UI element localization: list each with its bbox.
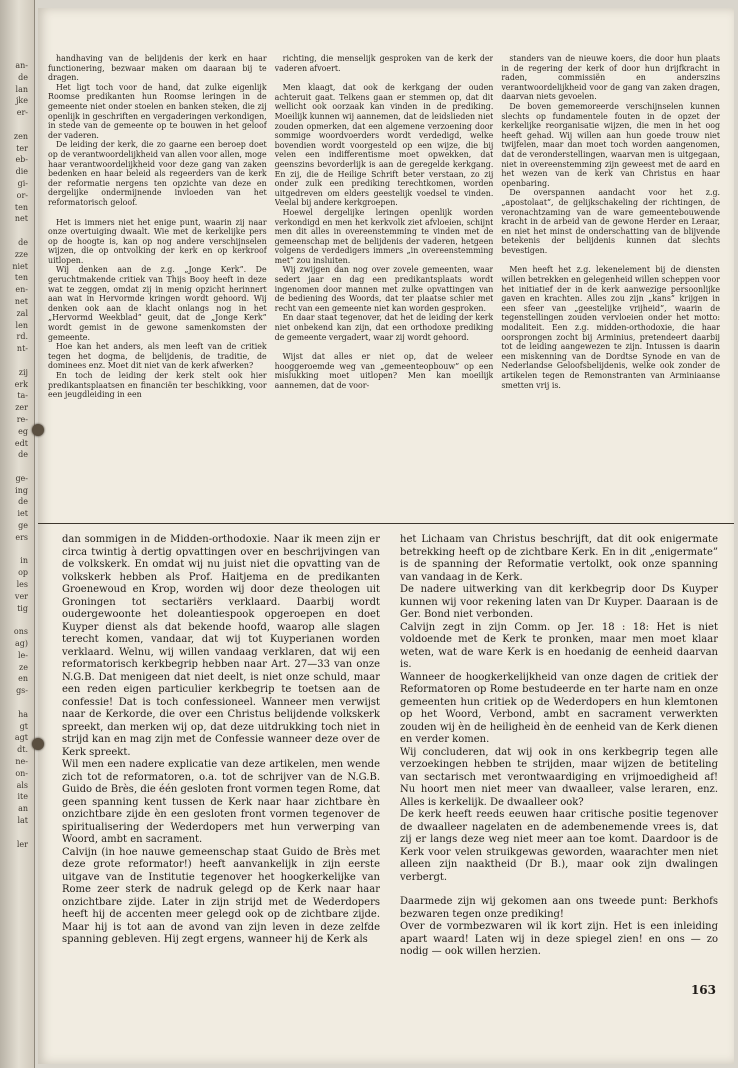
paragraph: Hoe kan het anders, als men leeft van de critiek tegen het dogma, de belijdenis, de traditie, de dominees enz. Moet dit niet van de kerk afwerken? <box>48 342 267 371</box>
margin-fragment: lan <box>15 84 28 94</box>
margin-fragment: op <box>18 568 28 578</box>
paragraph: Calvijn (in hoe nauwe gemeenschap staat Guido de Brès met deze grote reformator!) heeft aanvankelijk in zijn eerste uitgave van de Institutie tegenover het hoogkerkelijke van Rome zeer sterk de nadruk gelegd op de Kerk naar haar onzichtbare zijde. Later in zijn strijd met de Wederdopers heeft hij de accenten meer gelegd ook op de zichtbare zijde. Maar hij is tot aan de avond van zijn leven in deze zelfde spanning gebleven. Hij zegt ergens, wanneer hij de Kerk als <box>62 846 380 945</box>
margin-fragment: an- <box>15 61 28 70</box>
margin-fragment: jke <box>15 96 28 106</box>
paragraph: Calvijn zegt in zijn Comm. op Jer. 18 : 18: Het is niet voldoende met de Kerk te pronken, maar men moet klaar weten, wat de ware Kerk is en hoedanig de eenheid daarvan is. <box>400 621 718 670</box>
margin-fragment <box>0 355 30 367</box>
margin-fragment: ag) <box>14 639 28 649</box>
page-number: 163 <box>690 983 716 997</box>
margin-fragment: de <box>18 72 28 82</box>
previous-page-margin-text <box>0 60 30 970</box>
margin-fragment: net <box>14 296 28 306</box>
binder-hole-top <box>32 424 44 436</box>
margin-fragment: re- <box>16 414 28 424</box>
margin-fragment: gt <box>19 721 28 731</box>
margin-fragment: ers <box>15 532 28 542</box>
margin-fragment: agt <box>14 733 28 743</box>
paragraph: Men klaagt, dat ook de kerkgang der ouden achteruit gaat. Telkens gaan er stemmen op, dat dit wellicht ook oorzaak kan vinden in de prediking. Moeilijk kunnen wij aannemen, dat de leidslieden niet zouden opmerken, dat een algemene verzoening door sommige woordvoerders wordt verdedigd, welke bovendien wordt voorgesteld op een wijze, die bij velen een indifferentisme moet opwekken, dat geenszins bevorderlijk is aan de geregelde kerkgang. En zij, die de Heilige Schrift beter verstaan, zo zij onder zulk een prediking terechtkomen, worden uitgedreven om elders geestelijk voedsel te vinden. Veelal bij andere kerkgroepen. <box>274 83 494 208</box>
paragraph: De overspannen aandacht voor het z.g. „apostolaat”, de gelijkschakeling der richtingen, de veronachtzaming van de ware gemeentebouwende kracht in de arbeid van de gewone Herder en Leraar, en niet het minst de onderschatting van de blijvende betekenis der belijdenis kunnen dat slechts bevestigen. <box>501 188 721 255</box>
margin-fragment: zen <box>13 131 28 141</box>
top-column-1 <box>48 54 267 516</box>
paragraph: Wij zwijgen dan nog over zovele gemeenten, waar sedert jaar en dag een predikantsplaats wordt ingenomen door mannen met zulke opvattingen van de bediening des Woords, dat ter plaatse schier met recht van een gemeente niet kan worden gesproken. <box>274 265 494 313</box>
paragraph: Men heeft het z.g. lekenelement bij de diensten willen betrekken en gelegenheid willen scheppen voor het initiatief der in de kerk aanwezige persoonlijke gaven en krachten. Alles zou zijn „kans” krijgen in een sfeer van „geestelijke vrijheid”, waarin de tegenstellingen zouden vervloeien onder het motto: modaliteit. Een z.g. midden-orthodoxie, die haar oorsprongen zocht bij Arminius, pretendeert daarbij tot de leiding aangewezen te zijn. Intussen is daarin een miskenning van de Dordtse Synode en van de Nederlandse Geloofsbelijdenis, welke ook zonder de artikelen tegen de Remonstranten van Arminiaanse smetten vrij is. <box>501 265 721 390</box>
margin-fragment: iet <box>17 509 28 519</box>
magazine-page <box>38 8 734 1064</box>
paragraph: standers van de nieuwe koers, die door hun plaats in de regering der kerk of door hun drijfkracht in raden, commissiën en anderszins verantwoordelijkheid voor de gang van zaken dragen, daarvan niets gevoelen. <box>501 54 721 102</box>
margin-fragment: zer <box>15 403 28 413</box>
margin-fragment: net <box>14 214 28 224</box>
top-column-2 <box>275 54 494 516</box>
paragraph: De kerk heeft reeds eeuwen haar critische positie tegenover de dwaalleer nagelaten en de adembenemende vrees is, dat zij er langs deze weg niet meer aan toe komt. Daardoor is de Kerk voor velen struikgewas geworden, waarachter men niet alleen zijn naaktheid (Dr B.), maar ook zijn dwalingen verbergt. <box>400 809 718 883</box>
margin-fragment: in <box>20 556 28 566</box>
margin-fragment: als <box>16 780 28 790</box>
paragraph: Daarmede zijn wij gekomen aan ons tweede punt: Berkhofs bezwaren tegen onze prediking! <box>400 896 718 920</box>
margin-fragment: ter <box>16 143 28 153</box>
margin-fragment: les <box>16 580 28 590</box>
top-column-3 <box>501 54 720 516</box>
margin-fragment: ge- <box>15 473 28 483</box>
margin-fragment: zal <box>16 308 28 318</box>
paragraph: Over de vormbezwaren wil ik kort zijn. Het is een inleiding apart waard! Laten wij in deze spiegel zien! en ons — zo nodig — ook willen herzien. <box>400 921 718 957</box>
paragraph: De boven gememoreerde verschijnselen kunnen slechts op fundamentele fouten in de opzet der kerkelijke reorganisatie wijzen, die men in het oog heeft gehad. Wij willen aan hun goede trouw niet twijfelen, maar dan moet toch worden aangenomen, dat de veronderstellingen, waarvan men is uitgegaan, niet in overeenstemming zijn geweest met de aard en het wezen van de kerk van Christus en haar openbaring. <box>501 101 721 188</box>
paragraph: dan sommigen in de Midden-orthodoxie. Naar ik meen zijn er circa twintig à dertig opvattingen over en beschrijvingen van de volkskerk. En omdat wij nu juist niet die opvatting van de volkskerk hebben als Prof. Haitjema en de predikanten Groenewoud en Krop, worden wij door deze theologen uit Groningen tot sectariërs verklaard. Daarbij wordt oudergewoonte het doleantiespook opgeroepen en doet Kuyper dienst als dat bekende hoofd, waarop alle slagen terecht komen, vandaar, dat wij tot Kuyperianen worden verklaard. Welnu, wij willen vandaag verklaren, dat wij een reformatorisch kerkbegrip hebben naar Art. 27—33 van onze N.G.B. Dat menigeen dat niet deelt, is niet onze schuld, maar een reden eigen particulier kerkbegrip te toetsen aan de confessie! Dat is toch confessioneel. Wanneer men verwijst naar de Kerkorde, die over een Christus belijdende volkskerk spreekt, dan merken wij op, dat deze uitdrukking toch niet in strijd kan en mag zijn met de Confessie wanneer deze over de Kerk spreekt. <box>62 534 380 758</box>
margin-fragment: or- <box>16 190 28 200</box>
paragraph: Wij denken aan de z.g. „Jonge Kerk”. De geruchtmakende critiek van Thijs Booy heeft in deze wat te zeggen, omdat zij in menig opzicht herinnert aan wat in Hervormde kringen wordt gehoord. Wij denken ook aan de klacht onlangs nog in het „Hervormd Weekblad” geuit, dat de „Jonge Kerk” wordt gemist in de gewone samenkomsten der gemeente. <box>48 265 267 342</box>
margin-fragment: ne- <box>15 757 28 767</box>
margin-fragment: zze <box>14 249 28 259</box>
margin-fragment: on- <box>15 768 28 778</box>
paragraph: het Lichaam van Christus beschrijft, dat dit ook enigermate betrekking heeft op de zichtbare Kerk. En in dit „enigermate” is de spanning der Reformatie vertolkt, ook onze spanning van vandaag in de Kerk. <box>400 534 718 583</box>
margin-fragment: an <box>18 804 28 814</box>
margin-fragment: le- <box>18 650 28 660</box>
paragraph: De nadere uitwerking van dit kerkbegrip door Ds Kuyper kunnen wij voor rekening laten van Dr Kuyper. Daaraan is de Ger. Bond niet verbonden. <box>400 584 718 620</box>
margin-fragment: er- <box>16 108 28 118</box>
paragraph: Het ligt toch voor de hand, dat zulke eigenlijk Roomse predikanten hun Roomse leringen in de gemeente niet onder stoelen en banken steken, die zij openlijk in geschriften en vergaderingen verkondigen, in stede van de gemeente op te bouwen in het geloof der vaderen. <box>48 82 267 140</box>
bottom-column-2 <box>400 534 718 1004</box>
margin-fragment <box>0 119 30 131</box>
paragraph: Hoewel dergelijke leringen openlijk worden verkondigd en men het kerkvolk ziet afvloeien, schijnt men dit alles in overeenstemming te vinden met de gemeenschap met de belijdenis der vaderen, hetgeen volgens de verdedigers immers „in overeenstemming met” zou insluiten. <box>274 207 494 265</box>
margin-fragment <box>0 614 30 626</box>
margin-fragment: ons <box>13 627 28 637</box>
margin-fragment: tig <box>17 603 28 613</box>
bottom-column-1 <box>62 534 380 1004</box>
margin-fragment: rd. <box>16 332 28 342</box>
margin-fragment <box>0 827 30 839</box>
margin-fragment: de <box>18 497 28 507</box>
margin-fragment: ing <box>15 485 28 495</box>
paragraph: En toch de leiding der kerk stelt ook hier predikantsplaatsen en financiën ter beschikking, voor een jeugdleiding in een <box>48 371 267 400</box>
margin-fragment: de <box>18 237 28 247</box>
margin-fragment: gs- <box>16 686 28 696</box>
paragraph: Wij concluderen, dat wij ook in ons kerkbegrip tegen alle verzoekingen hebben te strijden, maar wijzen de betiteling van sectarisch met verontwaardiging en vrijmoedigheid af! Nu hoort men niet meer van dwaalleer, valse leraren, enz. Alles is kerkelijk. De dwaalleer ook? <box>400 746 718 808</box>
paragraph: Wanneer de hoogkerkelijkheid van onze dagen de critiek der Reformatoren op Rome bestudeerde en ter harte nam en onze gemeenten hun critiek op de Wederdopers en hun klemtonen op het Woord, Verbond, ambt en sacrament verwerkten zouden wij èn de heiligheid èn de eenheid van de Kerk dienen en verder komen. <box>400 671 718 745</box>
margin-fragment: en- <box>15 285 28 295</box>
bottom-article-columns <box>62 534 718 1004</box>
margin-fragment: ta- <box>17 391 28 401</box>
paragraph: handhaving van de belijdenis der kerk en haar functionering, bezwaar maken om daaraan bij te dragen. <box>48 54 267 83</box>
margin-fragment: ha <box>18 709 28 719</box>
paragraph: En daar staat tegenover, dat het de leiding der kerk niet onbekend kan zijn, dat een orthodoxe prediking de gemeente vergadert, waar zij wordt gehoord. <box>274 313 494 342</box>
margin-fragment: ge <box>18 521 28 531</box>
margin-fragment: de <box>18 450 28 460</box>
margin-fragment: zij <box>18 367 28 377</box>
section-divider <box>38 523 734 524</box>
margin-fragment: niet <box>12 261 28 271</box>
margin-fragment <box>0 697 30 709</box>
margin-fragment: ler <box>16 839 28 849</box>
margin-fragment: dt. <box>17 745 28 755</box>
paragraph: Wijst dat alles er niet op, dat de weleer hooggeroemde weg van „gemeenteopbouw” op een mislukking moet uitlopen? Men kan moeilijk aannemen, dat de voor- <box>274 352 494 390</box>
margin-fragment <box>0 225 30 237</box>
paragraph: Het is immers niet het enige punt, waarin zij naar onze overtuiging dwaalt. Wie met de kerkelijke pers op de hoogte is, kan op nog andere verschijnselen wijzen, die op ontvolking der kerk en op kerkroof uitlopen. <box>48 217 267 265</box>
binder-hole-bottom <box>32 738 44 750</box>
margin-fragment: en <box>18 674 28 684</box>
margin-fragment: ze <box>19 662 28 672</box>
margin-fragment: eb- <box>15 155 28 165</box>
margin-fragment <box>0 461 30 473</box>
margin-fragment: lat <box>17 816 28 825</box>
margin-fragment: nt- <box>16 344 28 354</box>
margin-fragment: edt <box>14 438 28 448</box>
margin-fragment: ite <box>17 792 28 802</box>
paragraph: De leiding der kerk, die zo gaarne een beroep doet op de verantwoordelijkheid van allen voor allen, moge haar verantwoordelijkheid voor deze gang van zaken bedenken en haar beleid als regeerders van de kerk der reformatie nergens ten opzichte van deze en dergelijke ondermijnende invloeden van het reformatorisch geloof. <box>48 140 267 207</box>
margin-fragment: erk <box>14 379 28 389</box>
paragraph: Wil men een nadere explicatie van deze artikelen, men wende zich tot de reformatoren, o.a. tot de schrijver van de N.G.B. Guido de Brès, die één gesloten front vormen tegen Rome, dat geen spanning kent tussen de Kerk naar haar zichtbare èn onzichtbare zijde èn een gesloten front vormen tegenover de spiritualisering der Wederdopers met hun verwerping van Woord, ambt en sacrament. <box>62 759 380 845</box>
margin-fragment: eg <box>18 426 28 436</box>
top-article-columns <box>48 54 720 516</box>
margin-fragment: ver <box>14 591 28 601</box>
margin-fragment: ten <box>14 202 28 212</box>
paragraph: richting, die menselijk gesproken van de kerk der vaderen afvoert. <box>274 54 494 73</box>
margin-fragment <box>0 544 30 556</box>
margin-fragment: ten <box>14 273 28 283</box>
margin-fragment: die <box>15 167 28 177</box>
margin-fragment: gi- <box>17 178 28 188</box>
margin-fragment: len <box>15 320 28 330</box>
